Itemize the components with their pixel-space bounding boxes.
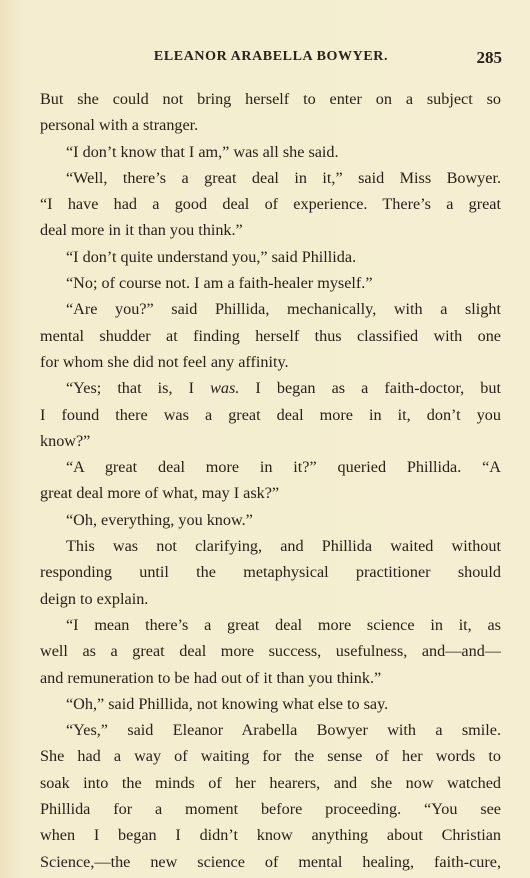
text-line: She had a way of waiting for the sense of her words to bbox=[40, 747, 501, 766]
body-text bbox=[40, 86, 501, 875]
emphasized-word: was. bbox=[210, 379, 240, 398]
text-line: great deal more of what, may I ask?” bbox=[40, 484, 280, 503]
text-line: “I don’t know that I am,” was all she said. bbox=[66, 142, 339, 161]
text-line: I found there was a great deal more in it, don’t you bbox=[40, 405, 501, 424]
text-line: “Oh,” said Phillida, not knowing what else to say. bbox=[66, 694, 389, 713]
text-line: “I mean there’s a great deal more science in it, as bbox=[66, 615, 501, 634]
text-line: “Oh, everything, you know.” bbox=[66, 510, 253, 529]
text-line: responding until the metaphysical practitioner should bbox=[40, 563, 501, 582]
text-line bbox=[40, 375, 501, 401]
text-line: “No; of course not. I am a faith-healer myself.” bbox=[66, 274, 373, 293]
text-line: This was not clarifying, and Phillida waited without bbox=[66, 537, 501, 556]
text-line: “Yes,” said Eleanor Arabella Bowyer with a smile. bbox=[66, 721, 501, 740]
text-line: when I began I didn’t know anything about Christian bbox=[40, 826, 501, 845]
text-segment: I began as a faith-doctor, but bbox=[239, 379, 501, 398]
text-line: deal more in it than you think.” bbox=[40, 221, 243, 240]
text-line: soak into the minds of her hearers, and she now watched bbox=[40, 773, 501, 792]
text-line: know?” bbox=[40, 431, 91, 450]
text-segment: “Yes; that is, I bbox=[66, 379, 211, 398]
text-line: and remuneration to be had out of it than you think.” bbox=[40, 668, 382, 687]
text-line: Science,—the new science of mental healing, faith-cure, bbox=[40, 852, 501, 871]
page-number: 285 bbox=[476, 48, 502, 67]
text-line: “I don’t quite understand you,” said Phillida. bbox=[66, 247, 357, 266]
running-header bbox=[40, 49, 502, 71]
text-line: “I have had a good deal of experience. There’s a great bbox=[40, 195, 501, 214]
text-line: mental shudder at finding herself thus classified with one bbox=[40, 326, 501, 345]
text-line: Phillida for a moment before proceeding. “You see bbox=[40, 800, 501, 819]
text-line: “A great deal more in it?” queried Phillida. “A bbox=[66, 458, 501, 477]
running-title: ELEANOR ARABELLA BOWYER. bbox=[153, 49, 389, 64]
text-line: But she could not bring herself to enter on a subject so bbox=[40, 90, 501, 108]
text-line: deign to explain. bbox=[40, 589, 149, 608]
text-line: “Are you?” said Phillida, mechanically, with a slight bbox=[66, 300, 501, 319]
text-line: well as a great deal more success, usefulness, and—and— bbox=[40, 642, 501, 661]
text-line: personal with a stranger. bbox=[40, 116, 199, 135]
text-line: “Well, there’s a great deal in it,” said Miss Bowyer. bbox=[66, 168, 501, 187]
text-line: for whom she did not feel any affinity. bbox=[40, 352, 289, 371]
